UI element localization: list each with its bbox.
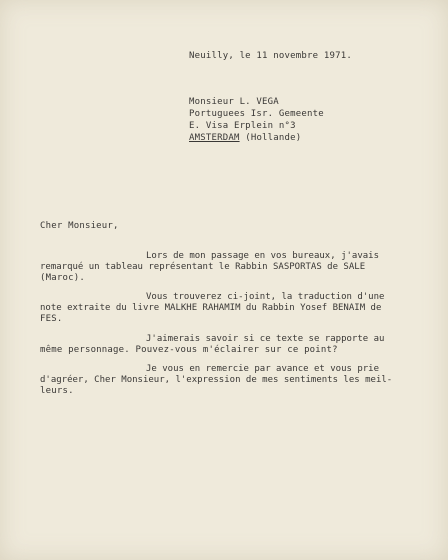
paragraph-4-line-2: d'agréer, Cher Monsieur, l'expression de mes sentiments les meil- xyxy=(40,375,393,385)
paragraph-2-line-1: Vous trouverez ci-joint, la traduction d'une xyxy=(146,292,385,302)
paragraph-3-line-2: même personnage. Pouvez-vous m'éclairer sur ce point? xyxy=(40,345,338,355)
recipient-city-line xyxy=(189,133,301,143)
date-line: Neuilly, le 11 novembre 1971. xyxy=(189,51,352,61)
recipient-street: E. Visa Erplein n°3 xyxy=(189,121,296,131)
paragraph-2-line-3: FES. xyxy=(40,314,63,324)
salutation: Cher Monsieur, xyxy=(40,221,119,231)
paragraph-1-line-3: (Maroc). xyxy=(40,273,85,283)
recipient-org: Portuguees Isr. Gemeente xyxy=(189,109,324,119)
recipient-country: (Hollande) xyxy=(245,133,302,143)
recipient-name: Monsieur L. VEGA xyxy=(189,97,279,107)
paragraph-4-line-3: leurs. xyxy=(40,386,74,396)
recipient-city: AMSTERDAM xyxy=(189,133,240,143)
paragraph-1-line-1: Lors de mon passage en vos bureaux, j'avais xyxy=(146,251,379,261)
paragraph-1-line-2: remarqué un tableau représentant le Rabbin SASPORTAS de SALE xyxy=(40,262,366,272)
paragraph-2-line-2: note extraite du livre MALKHE RAHAMIM du Rabbin Yosef BENAIM de xyxy=(40,303,382,313)
paragraph-4-line-1: Je vous en remercie par avance et vous prie xyxy=(146,364,379,374)
paragraph-3-line-1: J'aimerais savoir si ce texte se rapporte au xyxy=(146,334,385,344)
